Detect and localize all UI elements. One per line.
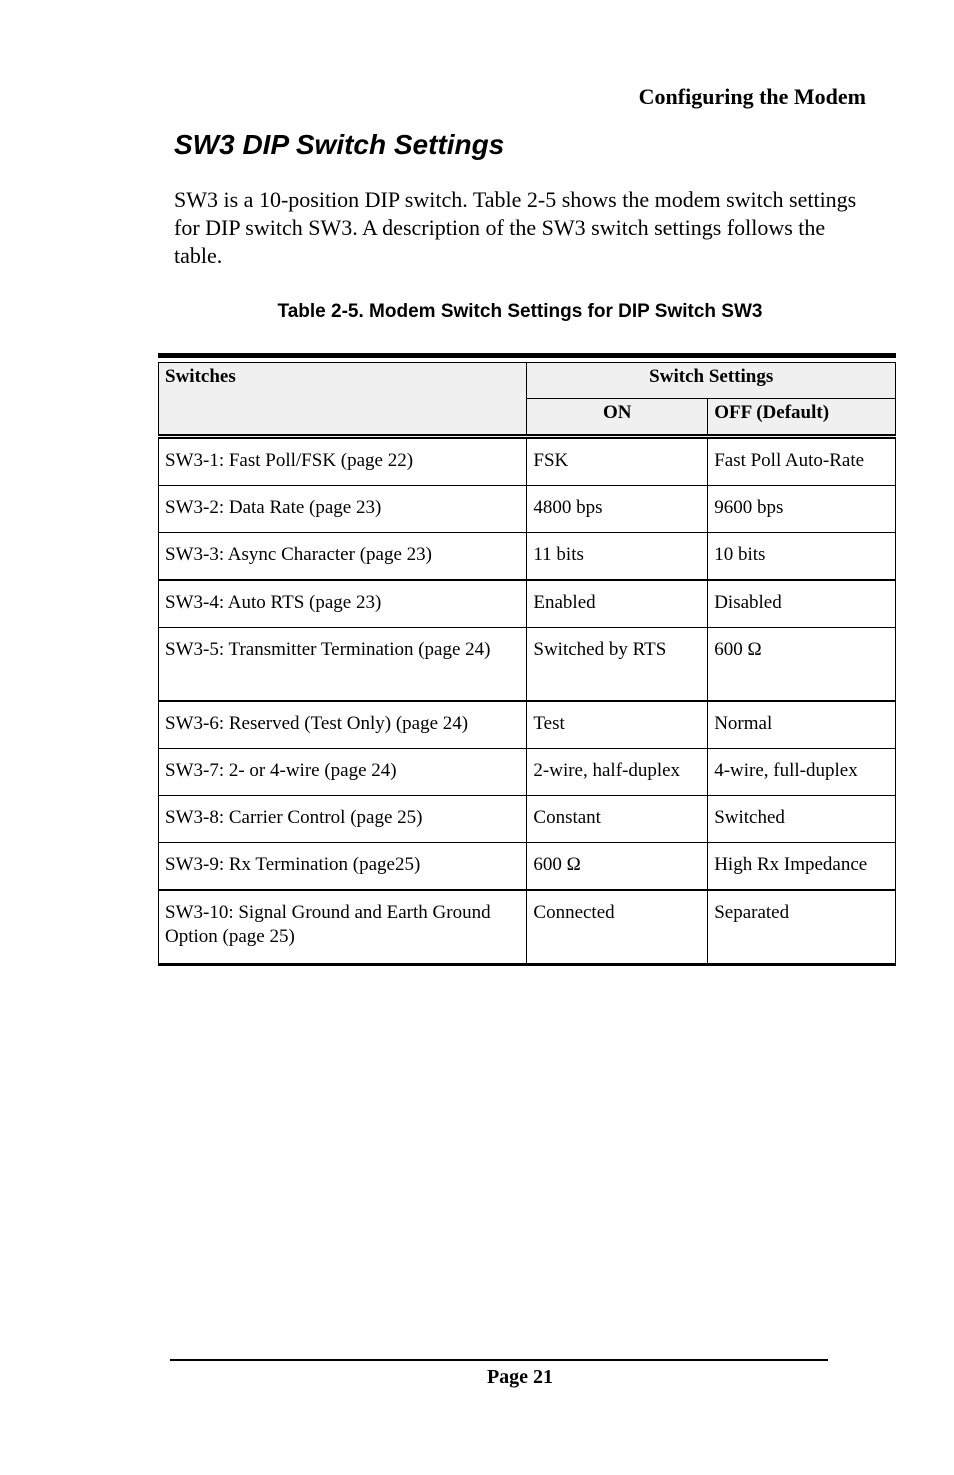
cell-off: 600 Ω xyxy=(708,628,896,702)
table-row xyxy=(159,843,896,891)
cell-off: Separated xyxy=(708,890,896,965)
footer-divider xyxy=(170,1359,828,1361)
cell-switch: SW3-8: Carrier Control (page 25) xyxy=(159,796,527,843)
page-number: Page 21 xyxy=(486,1366,554,1388)
cell-switch: SW3-10: Signal Ground and Earth Ground Option (page 25) xyxy=(159,890,527,965)
table-row xyxy=(159,437,896,486)
cell-off: Disabled xyxy=(708,580,896,628)
cell-on: Enabled xyxy=(527,580,708,628)
section-title: SW3 DIP Switch Settings xyxy=(174,129,505,160)
cell-on: Connected xyxy=(527,890,708,965)
header-switch-settings: Switch Settings xyxy=(527,363,896,399)
table-row xyxy=(159,486,896,533)
cell-on: 600 Ω xyxy=(527,843,708,891)
table-container xyxy=(158,353,896,966)
cell-off: 4-wire, full-duplex xyxy=(708,749,896,796)
cell-off: Normal xyxy=(708,701,896,749)
header-off-default: OFF (Default) xyxy=(708,399,896,437)
table-row xyxy=(159,890,896,965)
cell-switch: SW3-6: Reserved (Test Only) (page 24) xyxy=(159,701,527,749)
table-caption: Table 2-5. Modem Switch Settings for DIP Switch SW3 xyxy=(277,301,763,322)
cell-off: Switched xyxy=(708,796,896,843)
cell-on: Switched by RTS xyxy=(527,628,708,702)
table-row xyxy=(159,701,896,749)
table-row xyxy=(159,628,896,702)
cell-on: Constant xyxy=(527,796,708,843)
cell-switch: SW3-4: Auto RTS (page 23) xyxy=(159,580,527,628)
table-row xyxy=(159,580,896,628)
running-header: Configuring the Modem xyxy=(638,84,866,109)
cell-on: 2-wire, half-duplex xyxy=(527,749,708,796)
cell-switch: SW3-5: Transmitter Termination (page 24) xyxy=(159,628,527,702)
cell-on: Test xyxy=(527,701,708,749)
header-switches: Switches xyxy=(159,363,527,437)
cell-switch: SW3-9: Rx Termination (page25) xyxy=(159,843,527,891)
table-row xyxy=(159,533,896,581)
cell-switch: SW3-2: Data Rate (page 23) xyxy=(159,486,527,533)
cell-on: 11 bits xyxy=(527,533,708,581)
table-row xyxy=(159,749,896,796)
cell-on: FSK xyxy=(527,437,708,486)
cell-off: High Rx Impedance xyxy=(708,843,896,891)
cell-switch: SW3-1: Fast Poll/FSK (page 22) xyxy=(159,437,527,486)
cell-off: Fast Poll Auto-Rate xyxy=(708,437,896,486)
header-on: ON xyxy=(527,399,708,437)
cell-off: 10 bits xyxy=(708,533,896,581)
table-row xyxy=(159,796,896,843)
intro-paragraph: SW3 is a 10-position DIP switch. Table 2-5 shows the modem switch settings for DIP switch SW3. A description of the SW3 switch settings follows the table. xyxy=(174,187,857,268)
switch-settings-table xyxy=(158,362,896,966)
cell-off: 9600 bps xyxy=(708,486,896,533)
cell-switch: SW3-7: 2- or 4-wire (page 24) xyxy=(159,749,527,796)
cell-switch: SW3-3: Async Character (page 23) xyxy=(159,533,527,581)
cell-on: 4800 bps xyxy=(527,486,708,533)
